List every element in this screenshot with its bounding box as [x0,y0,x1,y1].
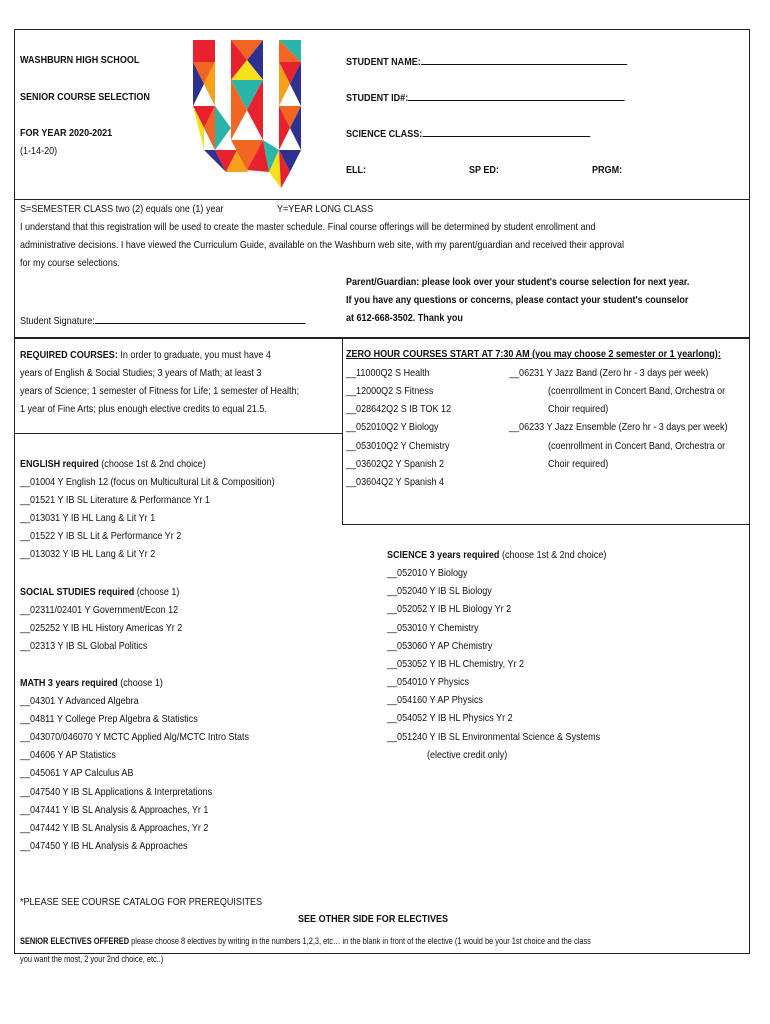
other-side-note: SEE OTHER SIDE FOR ELECTIVES [298,913,449,925]
student-name-label: STUDENT NAME: [346,55,627,69]
math-heading: MATH 3 years required (choose 1) [20,677,163,689]
science-item[interactable]: __053010 Y Chemistry [387,622,479,634]
zero-hour-item[interactable]: __052010Q2 Y Biology [346,421,439,433]
social-item[interactable]: __02311/02401 Y Government/Econ 12 [20,604,179,616]
agreement-line-1: I understand that this registration will be used to create the master schedule. Final course offerings will be determined by student enrollment and [20,221,596,233]
student-name-field[interactable] [421,55,627,65]
required-divider [14,433,342,434]
math-item[interactable]: __047540 Y IB SL Applications & Interpretations [20,786,213,798]
zero-hour-heading: ZERO HOUR COURSES START AT 7:30 AM (you may choose 2 semester or 1 yearlong): [346,348,721,360]
washburn-w-logo [193,40,301,188]
signature-label: Student Signature: [20,314,306,328]
science-class-field[interactable] [422,127,590,137]
zero-hour-item[interactable]: __03604Q2 Y Spanish 4 [346,476,445,488]
prgm-label: PRGM: [592,164,623,176]
zero-hour-item[interactable]: __028642Q2 S IB TOK 12 [346,403,452,415]
math-item[interactable]: __047442 Y IB SL Analysis & Approaches, Yr 2 [20,822,209,834]
senior-electives: SENIOR ELECTIVES OFFERED please choose 8 electives by writing in the numbers 1,2,3, etc… in the blank in front of the elective (1 would be your 1st choice and the class [20,936,591,947]
social-item[interactable]: __02313 Y IB SL Global Politics [20,640,148,652]
english-item[interactable]: __01522 Y IB SL Lit & Performance Yr 2 [20,530,182,542]
english-item[interactable]: __01521 Y IB SL Literature & Performance Yr 1 [20,494,210,506]
zero-hour-note: Choir required) [548,403,609,415]
ell-label: ELL: [346,164,367,176]
agreement-line-3: for my course selections. [20,257,120,269]
math-item[interactable]: __04606 Y AP Statistics [20,749,116,761]
zero-hour-item[interactable]: __03602Q2 Y Spanish 2 [346,458,445,470]
zero-hour-note: (coenrollment in Concert Band, Orchestra or [548,385,726,397]
form-date: (1-14-20) [20,145,58,157]
catalog-note: *PLEASE SEE COURSE CATALOG FOR PREREQUISITES [20,896,263,908]
zero-hour-item[interactable]: __06231 Y Jazz Band (Zero hr - 3 days per week) [509,367,709,379]
science-item[interactable]: __052052 Y IB HL Biology Yr 2 [387,603,512,615]
math-item[interactable]: __04301 Y Advanced Algebra [20,695,139,707]
science-item[interactable]: __054052 Y IB HL Physics Yr 2 [387,712,513,724]
math-item[interactable]: __047441 Y IB SL Analysis & Approaches, Yr 1 [20,804,209,816]
science-item[interactable]: __052010 Y Biology [387,567,468,579]
zero-hour-item[interactable]: __11000Q2 S Health [346,367,430,379]
required-line-3: years of Science; 1 semester of Fitness for Life; 1 semester of Health; [20,385,300,397]
science-elective-note: (elective credit only) [427,749,508,761]
math-item[interactable]: __045061 Y AP Calculus AB [20,767,134,779]
parent-note-3: at 612-668-3502. Thank you [346,312,463,324]
science-heading: SCIENCE 3 years required (choose 1st & 2nd choice) [387,549,607,561]
agreement-line-2: administrative decisions. I have viewed the Curriculum Guide, available on the Washburn web site, with my parent/guardian and received their approval [20,239,624,251]
required-line-4: 1 year of Fine Arts; plus enough elective credits to equal 21.5. [20,403,267,415]
math-item[interactable]: __04811 Y College Prep Algebra & Statistics [20,713,198,725]
signature-field[interactable] [95,314,306,324]
form-year: FOR YEAR 2020-2021 [20,127,113,139]
sped-label: SP ED: [469,164,499,176]
science-item[interactable]: __053060 Y AP Chemistry [387,640,493,652]
parent-note-2: If you have any questions or concerns, please contact your student's counselor [346,294,689,306]
required-line-2: years of English & Social Studies; 3 years of Math; at least 3 [20,367,262,379]
science-item[interactable]: __052040 Y IB SL Biology [387,585,492,597]
zero-hour-item[interactable]: __12000Q2 S Fitness [346,385,434,397]
english-item[interactable]: __01004 Y English 12 (focus on Multicultural Lit & Composition) [20,476,275,488]
form-title: SENIOR COURSE SELECTION [20,91,150,103]
social-item[interactable]: __025252 Y IB HL History Americas Yr 2 [20,622,183,634]
year-legend: Y=YEAR LONG CLASS [277,203,374,215]
zero-hour-note: Choir required) [548,458,609,470]
student-id-label: STUDENT ID#: [346,91,625,105]
student-id-field[interactable] [408,91,625,101]
school-name: WASHBURN HIGH SCHOOL [20,54,140,66]
parent-note-1: Parent/Guardian: please look over your student's course selection for next year. [346,276,690,288]
english-heading: ENGLISH required (choose 1st & 2nd choice) [20,458,206,470]
social-heading: SOCIAL STUDIES required (choose 1) [20,586,180,598]
required-courses: REQUIRED COURSES: In order to graduate, you must have 4 [20,349,271,361]
science-class-label: SCIENCE CLASS: [346,127,590,141]
english-item[interactable]: __013031 Y IB HL Lang & Lit Yr 1 [20,512,156,524]
header-divider [14,199,750,200]
zero-hour-item[interactable]: __06233 Y Jazz Ensemble (Zero hr - 3 days per week) [509,421,728,433]
zero-hour-item[interactable]: __053010Q2 Y Chemistry [346,440,450,452]
science-item[interactable]: __051240 Y IB SL Environmental Science & Systems [387,731,601,743]
science-item[interactable]: __054160 Y AP Physics [387,694,483,706]
semester-legend: S=SEMESTER CLASS two (2) equals one (1) year [20,203,224,215]
math-item[interactable]: __043070/046070 Y MCTC Applied Alg/MCTC Intro Stats [20,731,250,743]
zero-hour-note: (coenrollment in Concert Band, Orchestra or [548,440,726,452]
english-item[interactable]: __013032 Y IB HL Lang & Lit Yr 2 [20,548,156,560]
science-item[interactable]: __054010 Y Physics [387,676,470,688]
math-item[interactable]: __047450 Y IB HL Analysis & Approaches [20,840,188,852]
science-item[interactable]: __053052 Y IB HL Chemistry, Yr 2 [387,658,525,670]
senior-electives-line-2: you want the most, 2 your 2nd choice, etc..) [20,954,164,965]
